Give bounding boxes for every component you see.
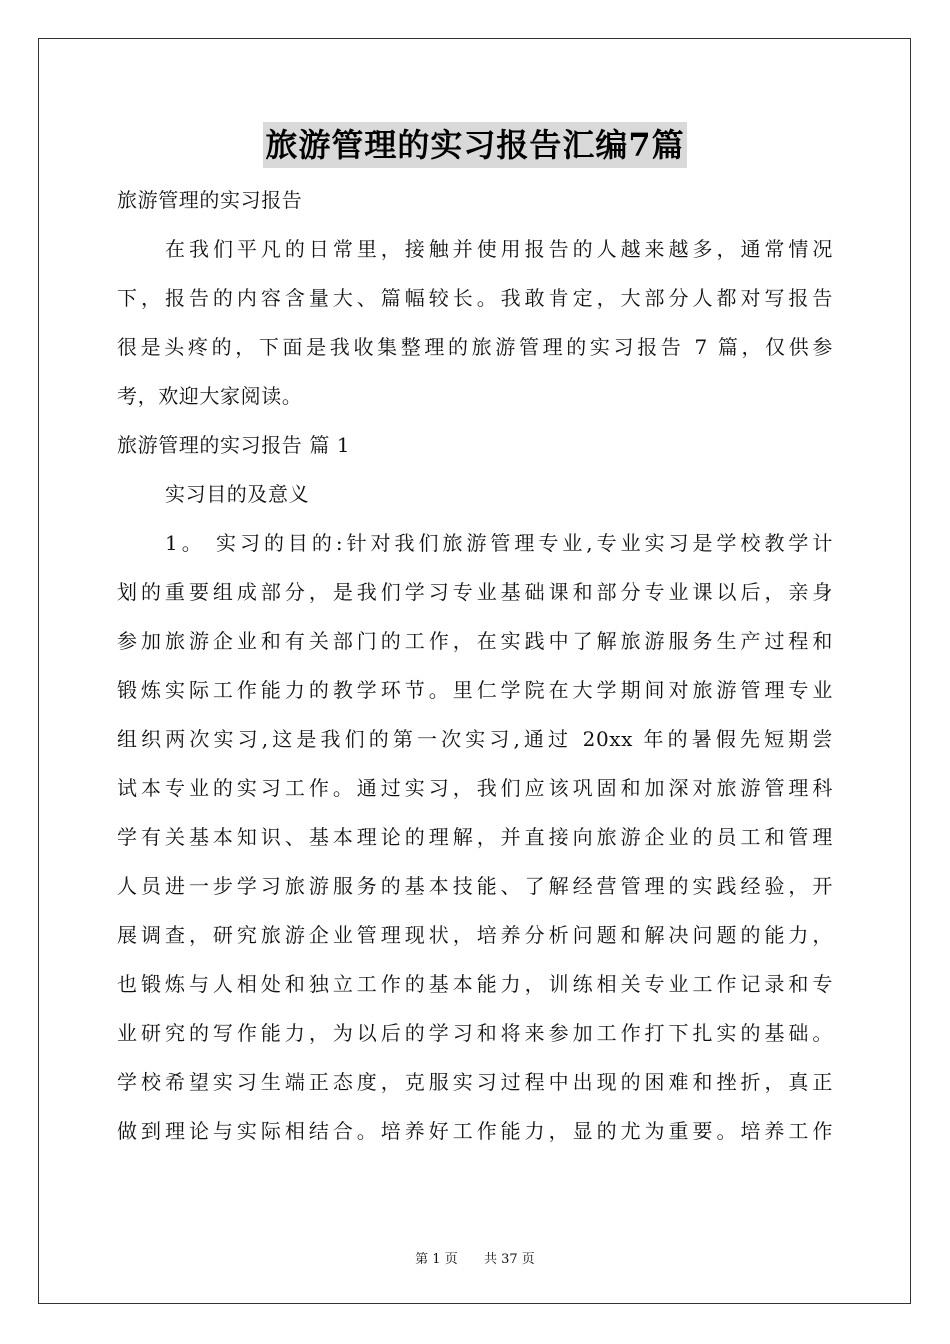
body-line: 划的重要组成部分，是我们学习专业基础课和部分专业课以后，亲身 [117,580,833,604]
body-line: 学校希望实习生端正态度，克服实习过程中出现的困难和挫折，真正 [117,1070,833,1094]
body-line: 做到理论与实际相结合。培养好工作能力，显的尤为重要。培养工作 [117,1119,833,1143]
body-line: 人员进一步学习旅游服务的基本技能、了解经营管理的实践经验，开 [117,874,833,898]
body-line: 考，欢迎大家阅读。 [117,384,303,408]
body-line: 实习目的及意义 [165,482,310,506]
page-footer [0,1248,950,1267]
page-number: 第 1 页 [415,1252,458,1267]
body-line: 在我们平凡的日常里，接触并使用报告的人越来越多，通常情况 [165,237,833,261]
body-line: 业研究的写作能力，为以后的学习和将来参加工作打下扎实的基础。 [117,1021,833,1045]
body-line: 参加旅游企业和有关部门的工作，在实践中了解旅游服务生产过程和 [117,629,833,653]
body-line: 试本专业的实习工作。通过实习，我们应该巩固和加深对旅游管理科 [117,776,833,800]
body-line: 旅游管理的实习报告 [117,188,303,212]
body-line: 学有关基本知识、基本理论的理解，并直接向旅游企业的员工和管理 [117,825,833,849]
document-body [117,176,833,1156]
body-line: 展调查，研究旅游企业管理现状，培养分析问题和解决问题的能力， [117,923,833,947]
body-line: 也锻炼与人相处和独立工作的基本能力，训练相关专业工作记录和专 [117,972,833,996]
body-line: 锻炼实际工作能力的教学环节。里仁学院在大学期间对旅游管理专业 [117,678,833,702]
body-line: 很是头疼的，下面是我收集整理的旅游管理的实习报告 7 篇，仅供参 [117,335,833,359]
body-line: 组织两次实习,这是我们的第一次实习,通过 20xx 年的暑假先短期尝 [117,727,833,751]
body-line: 旅游管理的实习报告 篇 1 [117,433,351,457]
body-line: 下，报告的内容含量大、篇幅较长。我敢肯定，大部分人都对写报告 [117,286,833,310]
title-container [0,122,950,168]
body-line: 1。 实习的目的:针对我们旅游管理专业,专业实习是学校教学计 [165,531,833,555]
document-title: 旅游管理的实习报告汇编7篇 [263,122,686,168]
page-total: 共 37 页 [484,1252,535,1267]
